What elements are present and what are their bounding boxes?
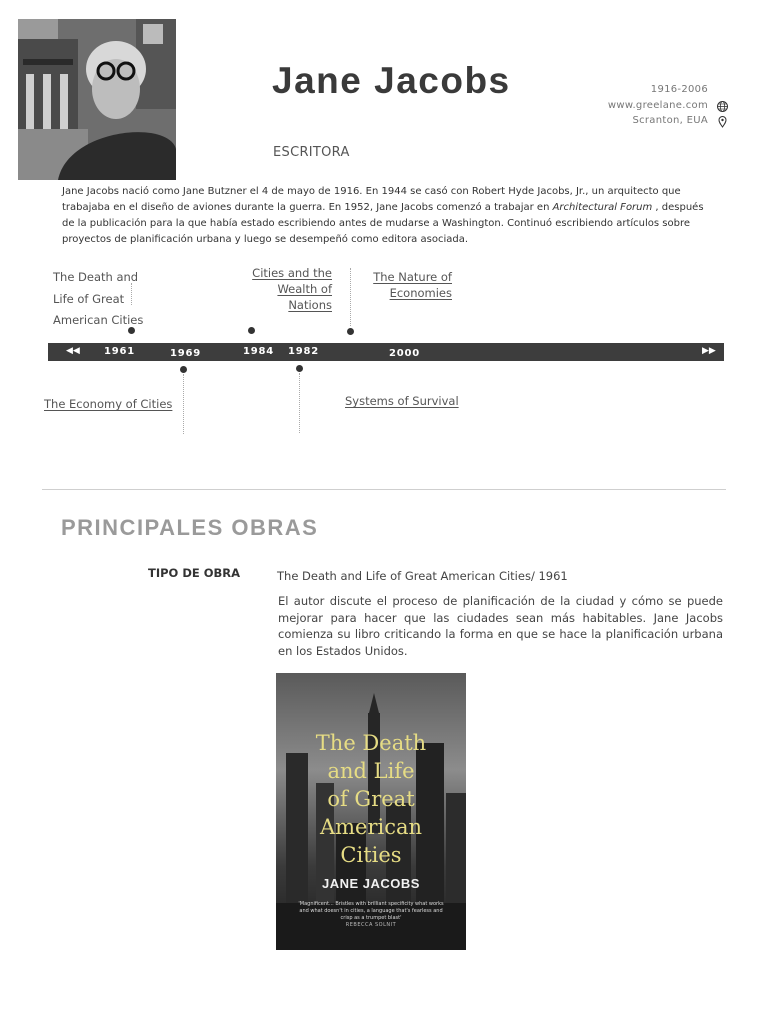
website-link[interactable]: www.greelane.com — [607, 100, 708, 111]
timeline-year: 1982 — [288, 346, 320, 357]
timeline-event-nature-of-economies[interactable]: The Nature of Economies — [373, 270, 452, 300]
timeline-year: 1969 — [170, 348, 202, 359]
author-photo — [18, 19, 176, 180]
timeline-year: 1984 — [243, 346, 275, 357]
work-type-label: TIPO DE OBRA — [148, 566, 241, 580]
timeline-connector — [299, 373, 300, 433]
cover-author: JANE JACOBS — [322, 876, 420, 891]
timeline-event-death-and-life[interactable]: The Death and Life of Great American Cities — [53, 270, 144, 327]
timeline-marker[interactable] — [248, 327, 255, 334]
life-years: 1916-2006 — [650, 84, 708, 95]
timeline-marker[interactable] — [180, 366, 187, 373]
cover-quote: 'Magnificent... Bristles with brilliant specificity what works and what doesn't in cities, a language that's fearless and crisp as a trumpet blast' REBECCA SOLNIT — [298, 901, 444, 928]
bio-emphasis: Architectural Forum — [552, 202, 653, 213]
timeline-bar — [48, 343, 724, 361]
timeline-marker[interactable] — [128, 327, 135, 334]
work-description: El autor discute el proceso de planificación de la ciudad y cómo se puede mejorar para hacer que las ciudades sean más habitables. Jane Jacobs comienza su libro criticando la forma en que se hace la planificación urbana en los Estados Unidos. — [278, 594, 723, 658]
author-name: Jane Jacobs — [272, 60, 511, 101]
timeline-year: 1961 — [104, 346, 136, 357]
timeline-connector — [183, 374, 184, 434]
timeline-event-economy-of-cities[interactable]: The Economy of Cities — [44, 397, 173, 411]
map-pin-icon — [716, 113, 729, 126]
timeline-event-systems-of-survival[interactable]: Systems of Survival — [345, 394, 459, 408]
fast-forward-icon[interactable]: ▶▶ — [702, 346, 716, 356]
rewind-icon[interactable]: ◀◀ — [66, 346, 80, 356]
timeline-connector — [131, 283, 132, 305]
timeline-marker[interactable] — [296, 365, 303, 372]
location-text: Scranton, EUA — [632, 115, 708, 126]
timeline-connector — [350, 268, 351, 326]
cover-title: The Death and Life of Great American Cities — [315, 731, 427, 867]
book-cover — [276, 673, 466, 950]
biography: Jane Jacobs nació como Jane Butzner el 4 de mayo de 1916. En 1944 se casó con Robert Hyde Jacobs, Jr., un arquitecto que trabajaba en el diseño de aviones durante la guerra. En 1952, Jane Jacobs comenzó a trabajar en Architectural Forum , después de la publicación para la que había estado escribiendo antes de mudarse a Washington. Continuó escribiendo artículos sobre proyectos de planificación urbana y luego se desempeñó como editora asociada. — [62, 186, 704, 245]
timeline-event-wealth-of-nations[interactable]: Cities and the Wealth of Nations — [252, 266, 332, 312]
work-title: The Death and Life of Great American Cities/ 1961 — [277, 569, 568, 583]
section-title: PRINCIPALES OBRAS — [61, 515, 319, 540]
globe-icon — [716, 98, 729, 111]
author-role: ESCRITORA — [273, 145, 350, 160]
timeline-marker[interactable] — [347, 328, 354, 335]
timeline-year: 2000 — [389, 348, 421, 359]
section-divider — [42, 489, 726, 490]
